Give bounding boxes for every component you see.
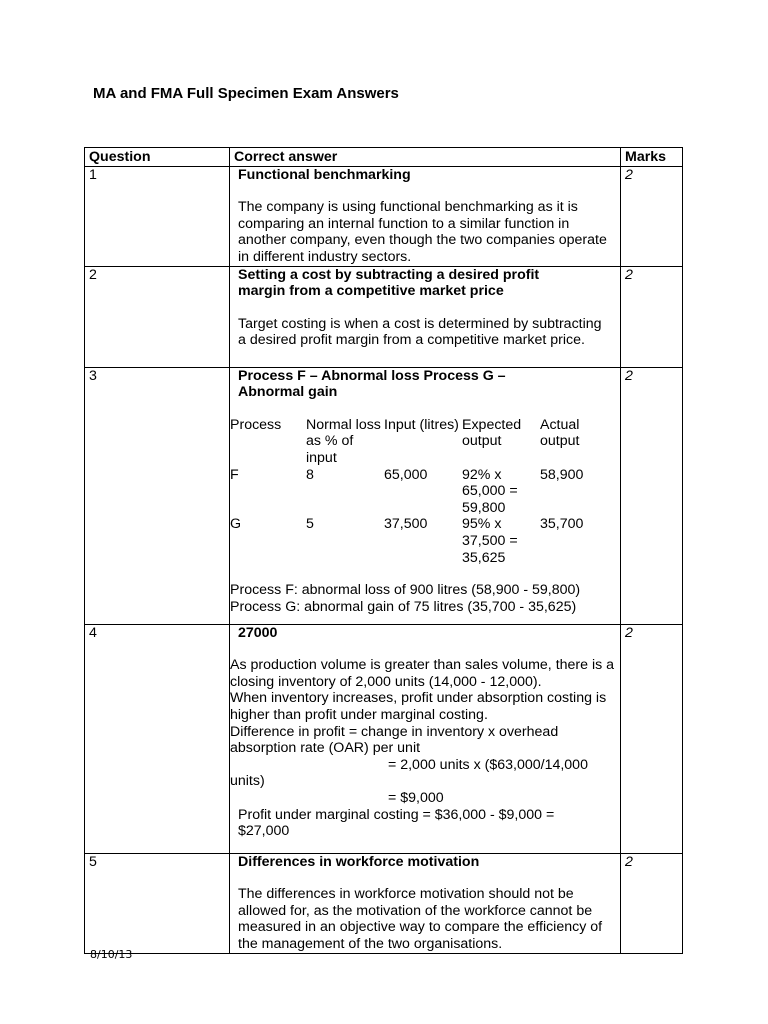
answer-paragraph: Difference in profit = change in inventory x overhead absorption rate (OAR) per unit xyxy=(230,723,559,757)
subtable-cell: 8 xyxy=(306,466,314,483)
answer-cell xyxy=(230,166,621,266)
calculation-line-continued: units) xyxy=(230,773,265,790)
marks-value: 2 xyxy=(621,624,683,853)
table-row-q1 xyxy=(85,166,683,266)
answer-paragraph: Profit under marginal costing = $36,000 - $9,000 = $27,000 xyxy=(238,806,555,840)
answer-paragraph: As production volume is greater than sales volume, there is a closing inventory of 2,000 units (14,000 - 12,000). xyxy=(230,657,615,690)
answer-explanation: The differences in workforce motivation should not be allowed for, as the motivation of the workforce cannot be measured in an objective way to compare the efficiency of the management of the two organisations. xyxy=(238,886,603,952)
subtable-header: Expected output xyxy=(462,416,522,450)
process-subtable xyxy=(230,417,620,566)
marks-value: 2 xyxy=(621,853,683,953)
answer-title: Differences in workforce motivation xyxy=(238,853,480,870)
answers-table xyxy=(84,147,683,954)
question-number: 5 xyxy=(85,853,230,953)
header-correct-answer: Correct answer xyxy=(230,148,621,167)
table-row-q2 xyxy=(85,266,683,367)
answer-explanation: The company is using functional benchmarking as it is comparing an internal function to a similar function in another company, even though the two companies operate in different industry sectors. xyxy=(238,199,607,265)
answer-title: 27000 xyxy=(238,624,278,641)
table-row-q5 xyxy=(85,853,683,953)
question-number: 3 xyxy=(85,367,230,624)
subtable-header: Actual output xyxy=(540,416,580,450)
table-row-q4 xyxy=(85,624,683,853)
process-f-result: Process F: abnormal loss of 900 litres (58,900 - 59,800) xyxy=(230,582,581,599)
subtable-header: Process xyxy=(230,416,282,433)
subtable-header: Normal loss as % of input xyxy=(306,416,381,466)
subtable-cell: 35,700 xyxy=(540,516,584,533)
page-title: MA and FMA Full Specimen Exam Answers xyxy=(93,85,399,102)
subtable-header: Input (litres) xyxy=(384,416,459,433)
subtable-cell: 92% x 65,000 = 59,800 xyxy=(462,466,518,516)
subtable-cell: F xyxy=(230,466,239,483)
marks-value: 2 xyxy=(621,266,683,367)
header-marks: Marks xyxy=(621,148,683,167)
question-number: 1 xyxy=(85,166,230,266)
footer-date: 8/10/13 xyxy=(90,948,133,961)
calculation-result: = $9,000 xyxy=(388,789,444,806)
subtable-cell: 95% x 37,500 = 35,625 xyxy=(462,516,518,566)
answer-cell xyxy=(230,853,621,953)
answer-paragraph: When inventory increases, profit under absorption costing is higher than profit under marginal costing. xyxy=(230,690,607,723)
answer-cell xyxy=(230,624,621,853)
subtable-cell: G xyxy=(230,516,242,533)
calculation-line: = 2,000 units x ($63,000/14,000 xyxy=(388,756,588,773)
answer-title: Setting a cost by subtracting a desired profit margin from a competitive market price xyxy=(238,266,540,300)
process-g-result: Process G: abnormal gain of 75 litres (35,700 - 35,625) xyxy=(230,598,577,615)
answer-cell xyxy=(230,367,621,624)
answer-cell xyxy=(230,266,621,367)
table-header-row xyxy=(85,148,683,167)
answer-title: Process F – Abnormal loss Process G – Abnormal gain xyxy=(238,367,506,401)
answer-explanation: Target costing is when a cost is determined by subtracting a desired profit margin from a competitive market price. xyxy=(238,315,602,349)
answer-title: Functional benchmarking xyxy=(238,166,411,183)
subtable-cell: 5 xyxy=(306,516,314,533)
subtable-cell: 58,900 xyxy=(540,466,584,483)
question-number: 4 xyxy=(85,624,230,853)
question-number: 2 xyxy=(85,266,230,367)
marks-value: 2 xyxy=(621,367,683,624)
subtable-cell: 37,500 xyxy=(384,516,428,533)
header-question: Question xyxy=(85,148,230,167)
marks-value: 2 xyxy=(621,166,683,266)
subtable-cell: 65,000 xyxy=(384,466,428,483)
table-row-q3 xyxy=(85,367,683,624)
